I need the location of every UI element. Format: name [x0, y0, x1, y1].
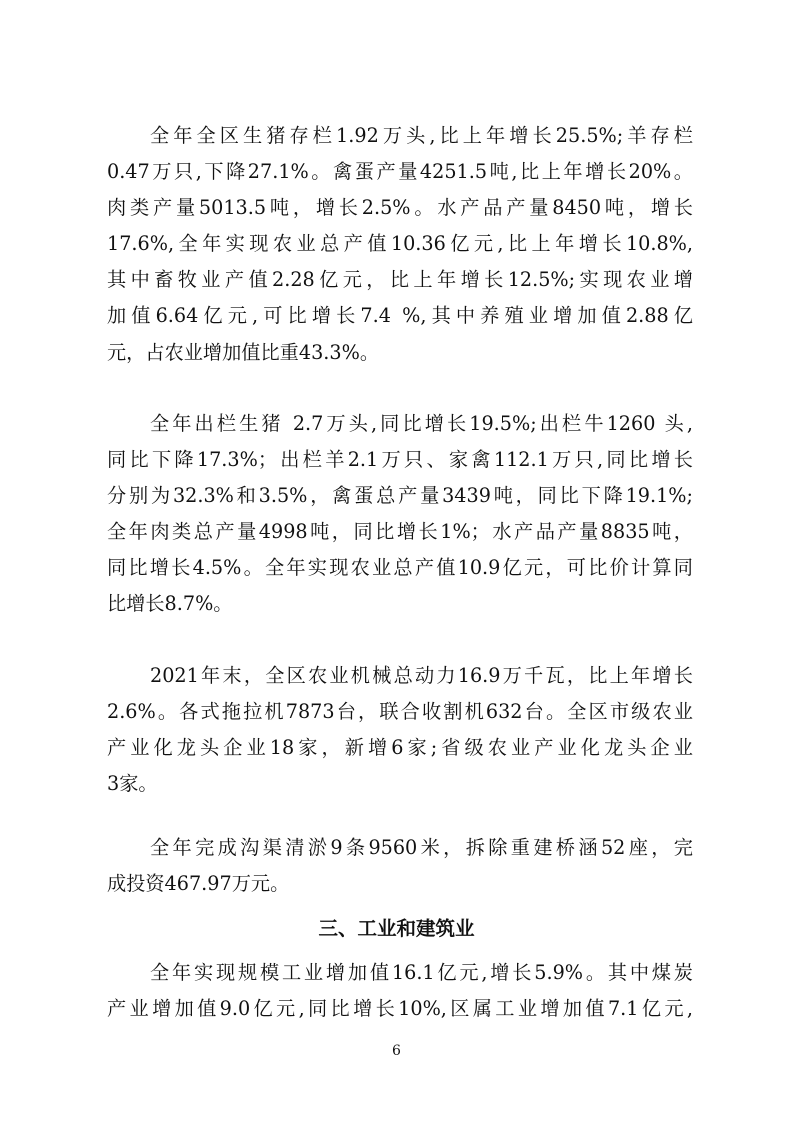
- text-line: 全年出栏生猪 2.7万头,同比增长19.5%;出栏牛1260 头,: [150, 412, 693, 435]
- page-number: 6: [392, 1043, 401, 1059]
- text-line: 产业化龙头企业18家，新增6家;省级农业产业化龙头企业: [107, 736, 693, 759]
- text-line: 成投资467.97万元。: [107, 872, 290, 895]
- text-line: 全年全区生猪存栏1.92万头,比上年增长25.5%;羊存栏: [150, 124, 693, 147]
- text-line: 肉类产量5013.5吨，增长2.5%。水产品产量8450吨，增长: [107, 196, 693, 219]
- text-line: 全年肉类总产量4998吨，同比增长1%；水产品产量8835吨，: [107, 520, 693, 543]
- text-line: 加值6.64亿元,可比增长7.4 %,其中养殖业增加值2.88亿: [107, 304, 693, 327]
- text-line: 元，占农业增加值比重43.3%。: [107, 341, 380, 364]
- text-line: 同比下降17.3%；出栏羊2.1万只、家禽112.1万只,同比增长: [107, 448, 693, 471]
- text-line: 3家。: [107, 772, 158, 795]
- text-line: 全年完成沟渠清淤9条9560米，拆除重建桥涵52座，完: [150, 836, 693, 859]
- text-line: 0.47万只,下降27.1%。禽蛋产量4251.5吨,比上年增长20%。: [107, 160, 693, 183]
- text-line: 同比增长4.5%。全年实现农业总产值10.9亿元，可比价计算同: [107, 556, 693, 579]
- text-line: 全年实现规模工业增加值16.1亿元,增长5.9%。其中煤炭: [150, 961, 693, 984]
- text-line: 产业增加值9.0亿元,同比增长10%,区属工业增加值7.1亿元,: [107, 997, 693, 1020]
- text-line: 17.6%,全年实现农业总产值10.36亿元,比上年增长10.8%,: [107, 232, 693, 255]
- text-line: 分别为32.3%和3.5%，禽蛋总产量3439吨，同比下降19.1%;: [107, 484, 693, 507]
- text-line: 2021年末，全区农业机械总动力16.9万千瓦，比上年增长: [150, 664, 693, 687]
- text-line: 2.6%。各式拖拉机7873台，联合收割机632台。全区市级农业: [107, 700, 693, 723]
- text-line: 比增长8.7%。: [107, 592, 233, 615]
- text-line: 其中畜牧业产值2.28亿元，比上年增长12.5%;实现农业增: [107, 268, 693, 291]
- section-heading: 三、工业和建筑业: [318, 917, 475, 940]
